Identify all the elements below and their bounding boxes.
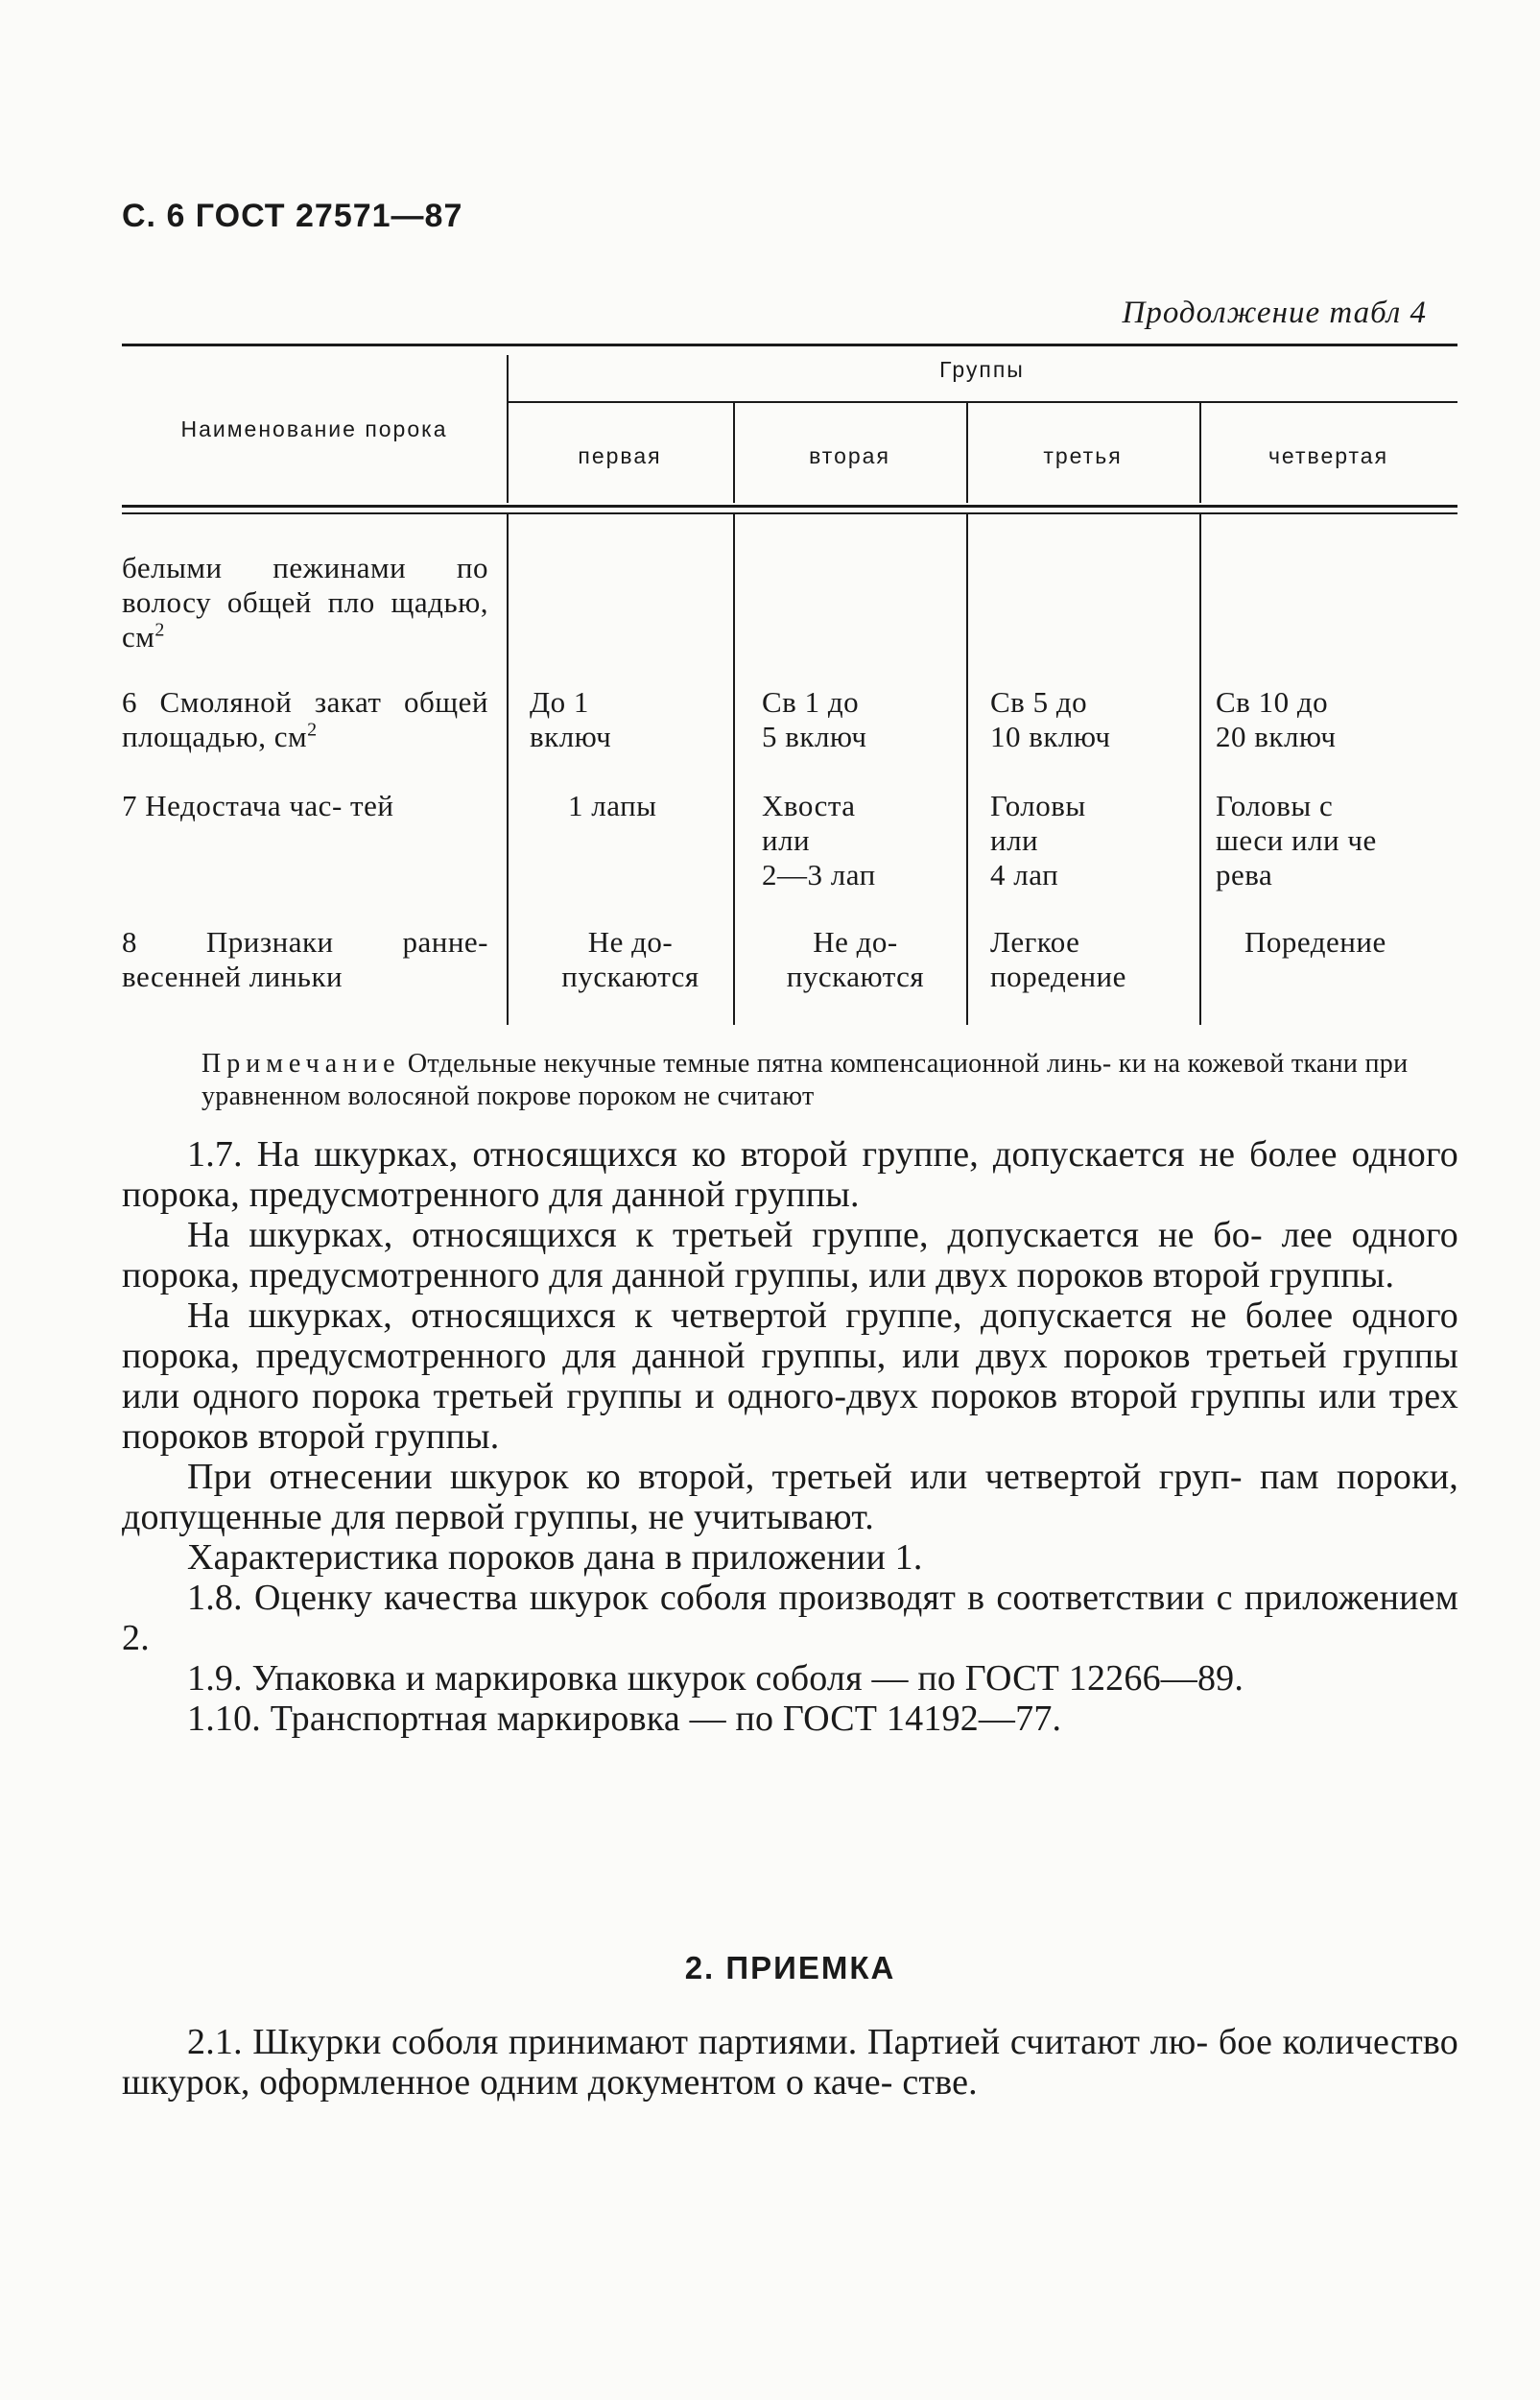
header-bottom-rule-2 bbox=[122, 512, 1457, 514]
col-header-group-1: первая bbox=[578, 443, 662, 468]
table-cell: Легкое поредение bbox=[990, 925, 1126, 993]
table-cell: До 1 включ bbox=[530, 685, 612, 753]
table-continuation-caption: Продолжение табл 4 bbox=[1122, 296, 1427, 330]
paragraph: Характеристика пороков дана в приложении 1. bbox=[187, 1537, 923, 1578]
row-defect-name: 7 Недостача час- тей bbox=[122, 789, 394, 822]
col-header-group-3: третья bbox=[1043, 443, 1123, 468]
body-divider-1 bbox=[507, 514, 509, 1025]
body-divider-3 bbox=[966, 514, 968, 1025]
table-note bbox=[201, 1048, 1458, 1113]
note-text: Отдельные некучные темные пятна компенсационной линь- ки на кожевой ткани при уравненном волосяной покрове пороком не считают bbox=[201, 1049, 1409, 1111]
table-cell: Св 1 до 5 включ bbox=[762, 685, 867, 753]
header-bottom-rule bbox=[122, 505, 1457, 508]
defects-table bbox=[122, 344, 1457, 1025]
groups-header-rule bbox=[507, 401, 1457, 403]
row-defect-name: 6 Смоляной закат общей площадью, $см^2$ bbox=[122, 685, 488, 753]
paragraph: 1.7. На шкурках, относящихся ко второй группе, допускается не более одного порока, предусмотренного для данной группы. bbox=[122, 1134, 1458, 1215]
table-cell: Не до- пускаются bbox=[561, 925, 699, 993]
paragraph: На шкурках, относящихся к третьей группе, допускается не бо- лее одного порока, предусмотренного для данной группы, или двух пороков второй группы. bbox=[122, 1215, 1458, 1295]
paragraph: При отнесении шкурок ко второй, третьей или четвертой груп- пам пороки, допущенные для первой группы, не учитывают. bbox=[122, 1457, 1458, 1537]
section-2-body bbox=[122, 2022, 1458, 2103]
section-1-continuation bbox=[122, 1134, 1458, 1739]
table-cell: Головы или 4 лап bbox=[990, 789, 1086, 891]
note-lead: Примечание bbox=[201, 1049, 401, 1079]
col-header-group-4: четвертая bbox=[1268, 443, 1389, 468]
paragraph: 1.10. Транспортная маркировка — по ГОСТ 14192—77. bbox=[187, 1699, 1062, 1739]
paragraph: 1.8. Оценку качества шкурок соболя производят в соответствии с приложением 2. bbox=[122, 1578, 1458, 1658]
page-header: С. 6 ГОСТ 27571—87 bbox=[122, 198, 463, 234]
table-cell: Не до- пускаются bbox=[786, 925, 925, 993]
body-divider-2 bbox=[733, 514, 735, 1025]
paragraph: 1.9. Упаковка и маркировка шкурок соболя — по ГОСТ 12266—89. bbox=[187, 1658, 1244, 1699]
table-cell: Головы с шеси или че рева bbox=[1216, 789, 1377, 891]
table-cell: 1 лапы bbox=[568, 789, 657, 822]
table-cell: Св 5 до 10 включ bbox=[990, 685, 1111, 753]
body-divider-4 bbox=[1199, 514, 1201, 1025]
section-2-title: 2. ПРИЕМКА bbox=[684, 1950, 896, 1985]
row-defect-name: 8 Признаки ранне- весенней линьки bbox=[122, 925, 488, 993]
col-header-group-2: вторая bbox=[809, 443, 890, 468]
table-cell: Поредение bbox=[1244, 925, 1386, 959]
table-top-rule bbox=[122, 344, 1457, 346]
table-cell: Св 10 до 20 включ bbox=[1216, 685, 1337, 753]
col-header-groups: Группы bbox=[939, 357, 1025, 382]
paragraph: На шкурках, относящихся к четвертой группе, допускается не более одного порока, предусмотренного для данной группы, или двух пороков третьей группы или одного порока третьей группы и одного-двух пороков второй группы или трех пороков второй группы. bbox=[122, 1295, 1458, 1457]
paragraph: 2.1. Шкурки соболя принимают партиями. Партией считают лю- бое количество шкурок, оформленное одним документом о каче- стве. bbox=[122, 2022, 1458, 2103]
col-header-defect-name: Наименование порока bbox=[180, 416, 448, 441]
table-cell: Хвоста или 2—3 лап bbox=[762, 789, 876, 891]
row-defect-name: белыми пежинами по волосу общей пло щадью, $см^2$ bbox=[122, 551, 488, 653]
